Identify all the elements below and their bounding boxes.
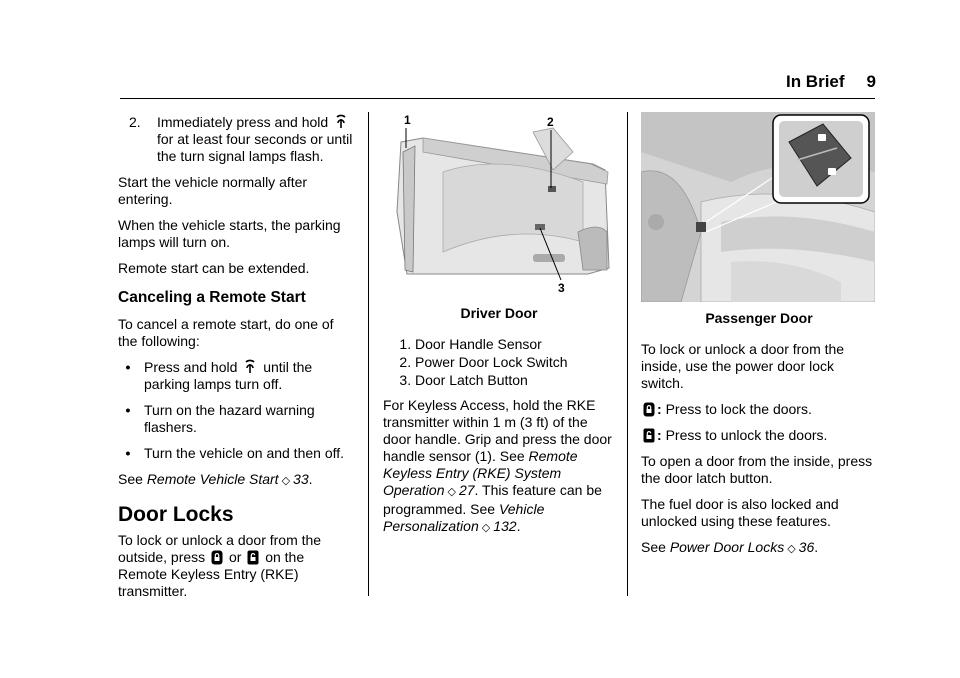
paragraph: [118, 532, 354, 600]
bullet-text: Turn on the hazard warning flashers.: [144, 402, 315, 435]
see-word: See: [118, 471, 143, 487]
paragraph: To cancel a remote start, do one of the following:: [118, 316, 334, 349]
remote-start-icon: [243, 359, 257, 375]
see-reference: See Remote Vehicle Start ◇ 33.: [118, 471, 313, 487]
unlock-symbol-icon: [828, 168, 836, 175]
unlock-icon: [643, 428, 655, 443]
driver-door-drawing: [383, 112, 615, 297]
remote-start-icon: [334, 114, 348, 130]
lock-icon: [211, 550, 223, 565]
figure-caption: Driver Door: [460, 305, 538, 321]
callout-2: 2: [547, 115, 554, 129]
list-item: 2. Power Door Lock Switch: [415, 354, 615, 371]
see-reference: See Power Door Locks ◇ 36.: [641, 539, 819, 555]
text: on the Remote Keyless Entry (RKE) transmitter.: [118, 549, 305, 599]
page-ref-arrow: ◇: [281, 475, 291, 487]
column-divider: [368, 112, 369, 596]
text: . This feature can be programmed. See: [383, 482, 602, 517]
step-2: [118, 114, 354, 165]
paragraph: To lock or unlock a door from the inside, use the power door lock switch.: [641, 341, 845, 391]
passenger-door-illustration: [641, 112, 875, 302]
text: For Keyless Access, hold the RKE transmitter within 1 m (3 ft) of the door handle. Grip and press the door handle sensor (1). See: [383, 397, 612, 464]
step-number: 2.: [129, 114, 141, 130]
reference-page[interactable]: 36: [798, 539, 815, 555]
bullet-item: [118, 402, 354, 436]
page-header: [786, 72, 876, 92]
lock-icon: [643, 402, 655, 417]
reference-link[interactable]: Vehicle Personalization: [383, 501, 545, 534]
list-item: 3. Door Latch Button: [415, 372, 615, 389]
bullet-glyph: •: [125, 445, 131, 461]
header-rule: [120, 98, 875, 99]
page-number: 9: [866, 72, 876, 91]
bullet-text: until the parking lamps turn off.: [144, 359, 313, 392]
callout-list: [383, 336, 615, 389]
bullet-glyph: •: [125, 402, 131, 418]
text: or: [228, 549, 242, 565]
colon: :: [657, 401, 662, 417]
bullet-item: [118, 445, 354, 462]
unlock-icon: [247, 550, 259, 565]
paragraph: Start the vehicle normally after entering.: [118, 174, 308, 207]
step-text: Immediately press and hold: [157, 114, 329, 130]
page-ref-arrow: ◇: [447, 486, 456, 498]
bullet-text: Press and hold: [144, 359, 238, 375]
reference-link[interactable]: Power Door Locks: [669, 539, 785, 555]
reference-page[interactable]: 33: [293, 471, 309, 487]
subheading-cancel: Canceling a Remote Start: [118, 289, 306, 306]
lock-symbol-icon: [818, 134, 826, 141]
callout-1: 1: [404, 113, 411, 127]
paragraph: To open a door from the inside, press the door latch button.: [641, 453, 873, 486]
reference-page[interactable]: 132: [493, 518, 517, 534]
column-1: [118, 114, 354, 609]
column-2: [383, 112, 615, 546]
unlock-item: [641, 427, 877, 444]
driver-door-illustration: [383, 112, 615, 297]
step-text-cont: for at least four seconds or until the turn signal lamps flash.: [157, 131, 353, 164]
lock-description: Press to lock the doors.: [665, 401, 812, 417]
reference-link[interactable]: Remote Keyless Entry (RKE) System Operation: [383, 448, 578, 498]
colon: :: [657, 427, 662, 443]
section-title: In Brief: [785, 72, 845, 91]
reference-page[interactable]: 27: [458, 482, 475, 498]
reference-link[interactable]: Remote Vehicle Start: [146, 471, 279, 487]
paragraph: Remote start can be extended.: [118, 260, 310, 276]
column-3: [641, 112, 877, 567]
paragraph: The fuel door is also locked and unlocked using these features.: [641, 496, 839, 529]
paragraph: For Keyless Access, hold the RKE transmitter within 1 m (3 ft) of the door handle. Grip and press the door handle sensor (1). See Remote Keyless Entry (RKE) System Operation ◇ 27. This feature can be programmed. See Vehicle Personalization ◇ 132.: [383, 397, 612, 534]
heading-door-locks: Door Locks: [118, 503, 234, 526]
bullet-item: [118, 359, 354, 393]
list-item: 1. Door Handle Sensor: [415, 336, 615, 353]
lock-item: [641, 401, 877, 418]
page-ref-arrow: ◇: [481, 522, 491, 534]
callout-3: 3: [558, 281, 565, 295]
paragraph: When the vehicle starts, the parking lamps will turn on.: [118, 217, 341, 250]
unlock-description: Press to unlock the doors.: [665, 427, 828, 443]
column-divider: [627, 112, 628, 596]
figure-caption: Passenger Door: [705, 310, 813, 326]
bullet-glyph: •: [125, 359, 131, 375]
text: To lock or unlock a door from the outside, press: [118, 532, 322, 565]
passenger-door-drawing: [641, 112, 875, 302]
see-word: See: [641, 539, 666, 555]
page-ref-arrow: ◇: [787, 543, 796, 555]
bullet-text: Turn the vehicle on and then off.: [144, 445, 345, 461]
